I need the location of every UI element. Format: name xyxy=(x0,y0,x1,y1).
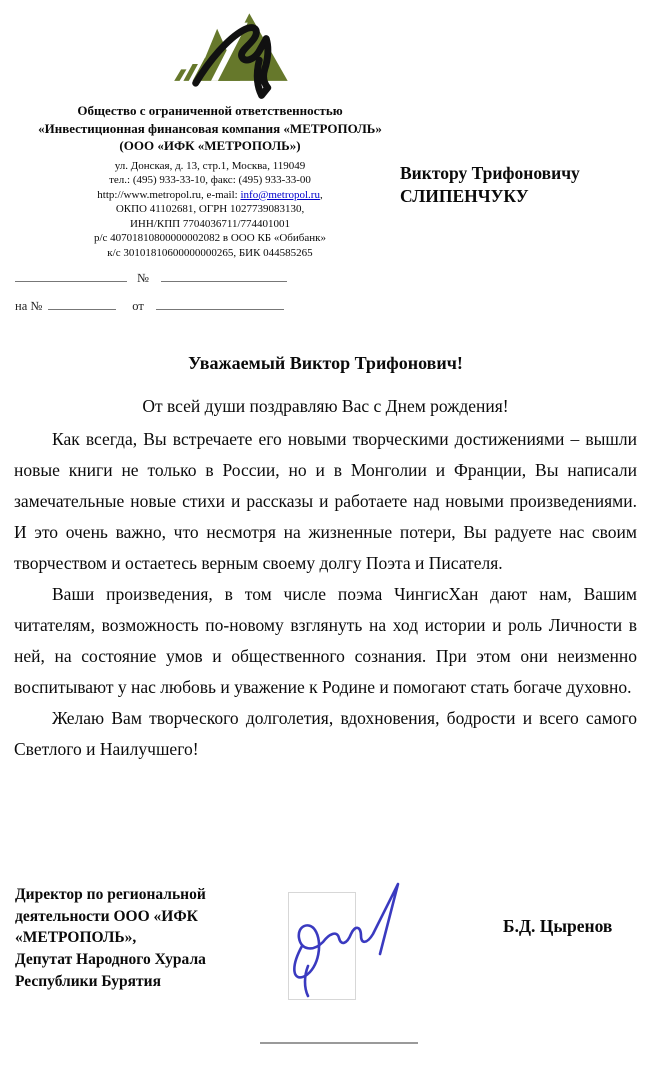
incoming-date-blank xyxy=(156,296,284,310)
metropol-logo xyxy=(10,8,410,100)
signer-title-line: деятельности ООО «ИФК xyxy=(15,907,198,925)
signer-name: Б.Д. Цыренов xyxy=(503,916,613,936)
signature-ink-icon xyxy=(278,868,436,1010)
letter-body xyxy=(14,348,637,765)
email-suffix: , xyxy=(319,188,323,201)
recipient-name-line: Виктору Трифоновичу xyxy=(400,163,580,183)
handwritten-signature xyxy=(278,868,436,1010)
account-line: р/с 40701810800000002082 в ООО КБ «Обибанк» xyxy=(93,232,326,245)
company-line: «Инвестиционная финансовая компания «МЕТРОПОЛЬ» xyxy=(38,120,382,136)
reference-lines xyxy=(15,268,335,324)
signer-title-line: Депутат Народного Хурала xyxy=(15,951,206,969)
paragraph: Ваши произведения, в том числе поэма ЧингисХан дают нам, Вашим читателям, возможность по-новому взглянуть на ход истории и роль Личности в ней, на состояние умов и общественного сознания. При этом они неизменно воспитывают у нас любовь и уважение к Родине и помогают стать богаче духовно. xyxy=(14,584,637,697)
web-prefix: http://www.metropol.ru, e-mail: xyxy=(97,188,241,201)
outgoing-number-blank xyxy=(161,268,287,282)
recipient-surname-line: СЛИПЕНЧУКУ xyxy=(400,185,529,206)
incoming-number-blank xyxy=(48,296,116,310)
number-sign: № xyxy=(137,271,149,285)
paragraph: Как всегда, Вы встречаете его новыми творческими достижениями – вышли новые книги не только в России, но и в Монголии и Франции, Вы написали замечательные новые стихи и рассказы и работаете над новыми произведениями. И это очень важно, что несмотря на жизненные потери, Вы радуете нас своим творчеством и остаетесь верным своему долгу Поэта и Писателя. xyxy=(14,429,637,573)
company-name xyxy=(10,102,410,155)
on-number-label: на № xyxy=(15,299,43,313)
recipient-block xyxy=(400,162,580,208)
signer-title-line: Республики Бурятия xyxy=(15,972,161,990)
web-email-line xyxy=(10,188,410,203)
incoming-ref-row xyxy=(15,296,335,314)
paragraph: Желаю Вам творческого долголетия, вдохновения, бодрости и всего самого Светлого и Наилучшего! xyxy=(14,708,637,759)
letterhead xyxy=(10,8,410,260)
salutation: Уважаемый Виктор Трифонович! xyxy=(188,353,463,373)
okpo-ogrn-line: ОКПО 41102681, ОГРН 1027739083130, xyxy=(115,203,305,216)
outgoing-ref-row xyxy=(15,268,335,286)
company-contacts xyxy=(10,159,410,261)
signer-title xyxy=(15,884,283,992)
from-label: от xyxy=(132,299,144,313)
company-line: (ООО «ИФК «МЕТРОПОЛЬ») xyxy=(119,138,301,154)
greeting-line: От всей души поздравляю Вас с Днем рождения! xyxy=(142,396,509,416)
outgoing-date-blank xyxy=(15,268,127,282)
company-line: Общество с ограниченной ответственностью xyxy=(77,103,343,118)
signer-title-line: «МЕТРОПОЛЬ», xyxy=(15,929,137,947)
phone-fax-line: тел.: (495) 933-33-10, факс: (495) 933-33-00 xyxy=(109,174,311,187)
inn-kpp-line: ИНН/КПП 7704036711/774401001 xyxy=(129,217,290,230)
address-line: ул. Донская, д. 13, стр.1, Москва, 119049 xyxy=(114,159,306,172)
email-link[interactable]: info@metropol.ru xyxy=(240,188,320,201)
footer-rule xyxy=(260,1042,418,1044)
signer-title-line: Директор по региональной xyxy=(15,886,206,903)
corr-account-line: к/с 30101810600000000265, БИК 044585265 xyxy=(107,246,313,259)
mountain-logo-icon xyxy=(159,8,309,100)
